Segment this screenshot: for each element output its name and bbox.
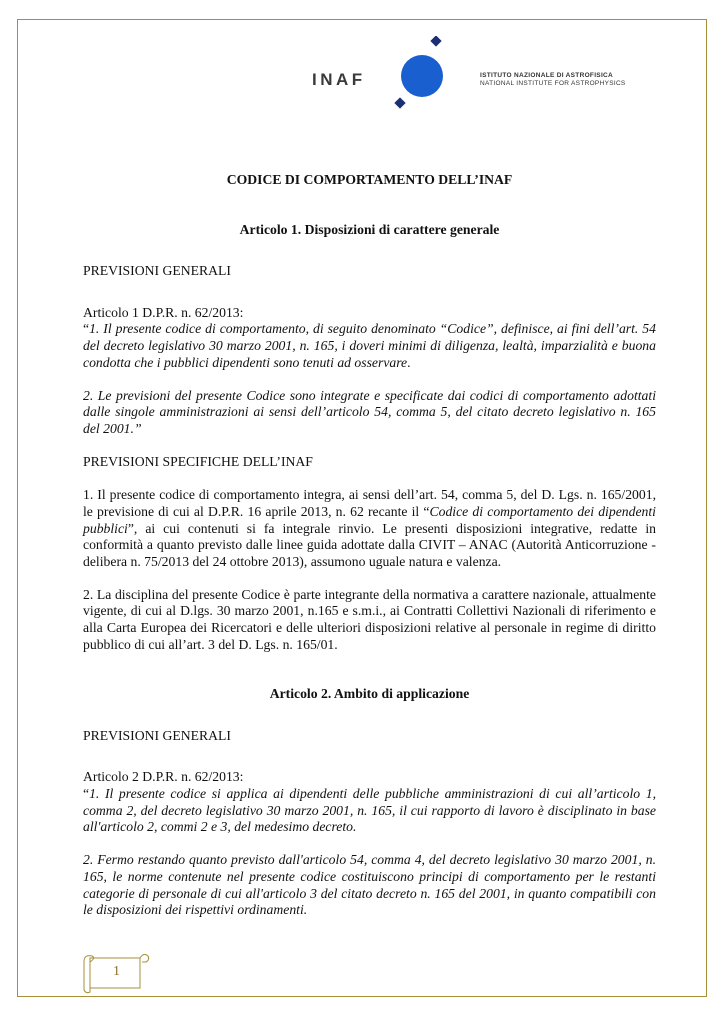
art2-general-heading: PREVISIONI GENERALI xyxy=(83,727,231,743)
document-title: CODICE DI COMPORTAMENTO DELL’INAF xyxy=(226,172,513,187)
article-2-heading: Articolo 2. Ambito di applicazione xyxy=(269,686,470,702)
art2-paragraph-1: “1. Il presente codice si applica ai dipendenti delle pubbliche amministrazioni di cui all’articolo 1, comma 2, del decreto legislativo 30 marzo 2001, n. 165, il cui rapporto di lavoro è disciplinato in base all'articolo 2, commi 2 e 3, del medesimo decreto. xyxy=(83,786,656,835)
logo-name-en: NATIONAL INSTITUTE FOR ASTROPHYSICS xyxy=(480,80,626,87)
logo-name-it: ISTITUTO NAZIONALE DI ASTROFISICA xyxy=(480,72,614,79)
art1-dpr-reference: Articolo 1 D.P.R. n. 62/2013: xyxy=(83,304,244,320)
article-1-heading: Articolo 1. Disposizioni di carattere generale xyxy=(239,221,500,237)
art1-paragraph-2: 2. Le previsioni del presente Codice sono integrate e specificate dai codici di comportamento adottati dalle singole amministrazioni ai sensi dell’articolo 54, comma 5, del citato decreto legislativo n. 165 del 2001.” xyxy=(83,387,656,436)
art1-specific-1: 1. Il presente codice di comportamento integra, ai sensi dell’art. 54, comma 5, del D. Lgs. n. 165/2001, le previsione di cui al D.P.R. 16 aprile 2013, n. 62 recante il “Codice di comportamento dei dipendenti pubblici”, ai cui contenuti si fa integrale rinvio. Le presenti disposizioni integrative, redatte in conformità a quanto previsto dalle linee guida adottate dalla CIVIT – ANAC (Autorità Anticorruzione - delibera n. 75/2013 del 24 ottobre 2013), assumono uguale natura e valenza. xyxy=(83,487,656,569)
logo-acronym: INAF xyxy=(312,70,366,89)
page-number: 1 xyxy=(113,964,120,979)
page-number-scroll xyxy=(80,950,150,996)
document-body xyxy=(83,172,656,919)
art2-paragraph-2: 2. Fermo restando quanto previsto dall'articolo 54, comma 4, del decreto legislativo 30 marzo 2001, n. 165, le norme contenute nel presente codice costituiscono principi di comportamento per le restanti categorie di personale di cui all'articolo 3 del citato decreto n. 165 del 2001, in quanto compatibili con le disposizioni dei rispettivi ordinamenti. xyxy=(83,852,656,918)
art2-dpr-reference: Articolo 2 D.P.R. n. 62/2013: xyxy=(83,769,244,785)
art1-paragraph-1: “1. Il presente codice di comportamento, di seguito denominato “Codice”, definisce, ai fini dell’art. 54 del decreto legislativo 30 marzo 2001, n. 165, i doveri minimi di diligenza, lealtà, imparzialità e buona condotta che i pubblici dipendenti sono tenuti ad osservare. xyxy=(83,321,656,370)
art1-specific-heading: PREVISIONI SPECIFICHE DELL’INAF xyxy=(83,454,313,470)
art1-general-heading: PREVISIONI GENERALI xyxy=(83,263,231,279)
logo-symbol-icon xyxy=(392,36,472,114)
inaf-logo xyxy=(312,36,642,114)
art1-specific-2: 2. La disciplina del presente Codice è parte integrante della normativa a carattere nazionale, attualmente vigente, di cui al D.lgs. 30 marzo 2001, n.165 e s.m.i., ai Contratti Collettivi Nazionali di riferimento e alla Carta Europea dei Ricercatori e delle ulteriori disposizioni relative al personale in regime di diritto pubblico di cui all’art. 3 del D. Lgs. n. 165/01. xyxy=(83,586,656,652)
